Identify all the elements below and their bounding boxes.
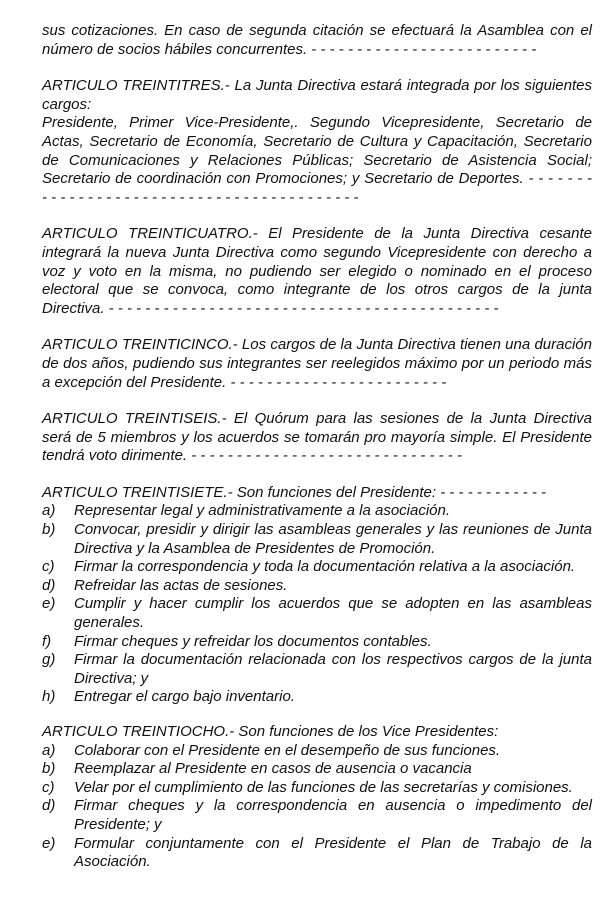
list-item-text: Colaborar con el Presidente en el desempeño de sus funciones. <box>74 741 501 759</box>
list-item <box>42 797 592 834</box>
list-item-label: a) <box>42 502 56 520</box>
list-item-label: d) <box>42 576 56 594</box>
list-item-label: f) <box>42 632 52 650</box>
list-item <box>42 595 592 632</box>
document-page <box>42 22 592 890</box>
article-33-heading: ARTICULO TREINTITRES.- La Junta Directiva estará integrada por los siguientes cargos: <box>42 77 592 113</box>
list-item-label: d) <box>42 797 56 815</box>
list-item <box>42 688 592 707</box>
list-item-label: g) <box>42 651 56 669</box>
list-item-label: b) <box>42 760 56 778</box>
list-item-label: e) <box>42 595 56 613</box>
article-37 <box>42 484 592 707</box>
list-item-label: b) <box>42 521 56 539</box>
list-item <box>42 651 592 688</box>
list-item-label: a) <box>42 741 56 759</box>
article-37-heading: ARTICULO TREINTISIETE.- Son funciones del Presidente: - - - - - - - - - - - - <box>42 483 546 501</box>
intro-text: sus cotizaciones. En caso de segunda citación se efectuará la Asamblea con el número de socios hábiles concurrentes. - - - - - - - - - - - - - - - - - - - - - - - - - <box>42 22 592 58</box>
list-item-label: c) <box>42 778 55 796</box>
list-item-text: Entregar el cargo bajo inventario. <box>74 688 295 706</box>
article-38-heading: ARTICULO TREINTIOCHO.- Son funciones de los Vice Presidentes: <box>42 723 499 740</box>
intro-paragraph <box>42 22 592 59</box>
list-item <box>42 742 592 761</box>
list-item-label: e) <box>42 834 56 852</box>
list-item-text: Firmar cheques y refreidar los documentos contables. <box>74 632 432 650</box>
list-item-text: Firmar cheques y la correspondencia en ausencia o impedimento del Presidente; y <box>74 797 592 833</box>
list-item-text: Formular conjuntamente con el Presidente el Plan de Trabajo de la Asociación. <box>74 834 592 871</box>
list-item <box>42 633 592 652</box>
article-38-list <box>42 742 592 872</box>
article-36 <box>42 410 592 466</box>
article-34-text: ARTICULO TREINTICUATRO.- El Presidente de la Junta Directiva cesante integrará la nueva Junta Directiva como segundo Vicepresidente con derecho a voz y voto en la misma, no pudiendo ser elegido o nominado en el proceso electoral que se convoca, como integrante de los otros cargos de la junta Directiva. - - - - - - - - - - - - - - - - - - - - - - - - - - - - - - - - - - - - - - - - - - - <box>42 225 592 317</box>
list-item-text: Velar por el cumplimiento de las funciones de las secretarías y comisiones. <box>74 778 573 796</box>
article-33 <box>42 77 592 207</box>
article-35-text: ARTICULO TREINTICINCO.- Los cargos de la Junta Directiva tienen una duración de dos años, pudiendo sus integrantes ser reelegidos máximo por un periodo más a excepción del Presidente. - - - - - - - - - - - - - - - - - - - - - - - - <box>42 336 592 391</box>
list-item-text: Firmar la correspondencia y toda la documentación relativa a la asociación. <box>74 558 576 576</box>
list-item <box>42 835 592 872</box>
list-item-text: Firmar la documentación relacionada con los respectivos cargos de la junta Directiva; y <box>74 651 592 687</box>
list-item-text: Refreidar las actas de sesiones. <box>74 576 288 594</box>
article-34 <box>42 225 592 318</box>
list-item-label: h) <box>42 688 56 706</box>
list-item-text: Representar legal y administrativamente a la asociación. <box>74 502 451 520</box>
list-item <box>42 521 592 558</box>
list-item <box>42 577 592 596</box>
list-item-text: Convocar, presidir y dirigir las asambleas generales y las reuniones de Junta Directiva y la Asamblea de Presidentes de Promoción. <box>74 521 592 557</box>
list-item-label: c) <box>42 558 55 576</box>
list-item-text: Cumplir y hacer cumplir los acuerdos que se adopten en las asambleas generales. <box>74 595 592 632</box>
list-item-text: Reemplazar al Presidente en casos de ausencia o vacancia <box>74 760 472 778</box>
list-item <box>42 502 592 521</box>
article-38 <box>42 723 592 872</box>
article-33-body: Presidente, Primer Vice-Presidente,. Segundo Vicepresidente, Secretario de Actas, Secretario de Economía, Secretario de Cultura y Capacitación, Secretario de Comunicaciones y Relaciones Públicas; Secretario de Asistencia Social; Secretario de coordinación con Promociones; y Secretario de Deportes. - - - - - - - - - - - - - - - - - - - - - - - - - - - - - - - - - - - - - - - - - - <box>42 114 592 206</box>
list-item <box>42 760 592 779</box>
article-36-text: ARTICULO TREINTISEIS.- El Quórum para las sesiones de la Junta Directiva será de 5 miembros y los acuerdos se tomarán pro mayoría simple. El Presidente tendrá voto dirimente. - - - - - - - - - - - - - - - - - - - - - - - - - - - - - - <box>42 410 592 465</box>
article-37-list <box>42 502 592 707</box>
list-item <box>42 558 592 577</box>
article-35 <box>42 336 592 392</box>
list-item <box>42 779 592 798</box>
